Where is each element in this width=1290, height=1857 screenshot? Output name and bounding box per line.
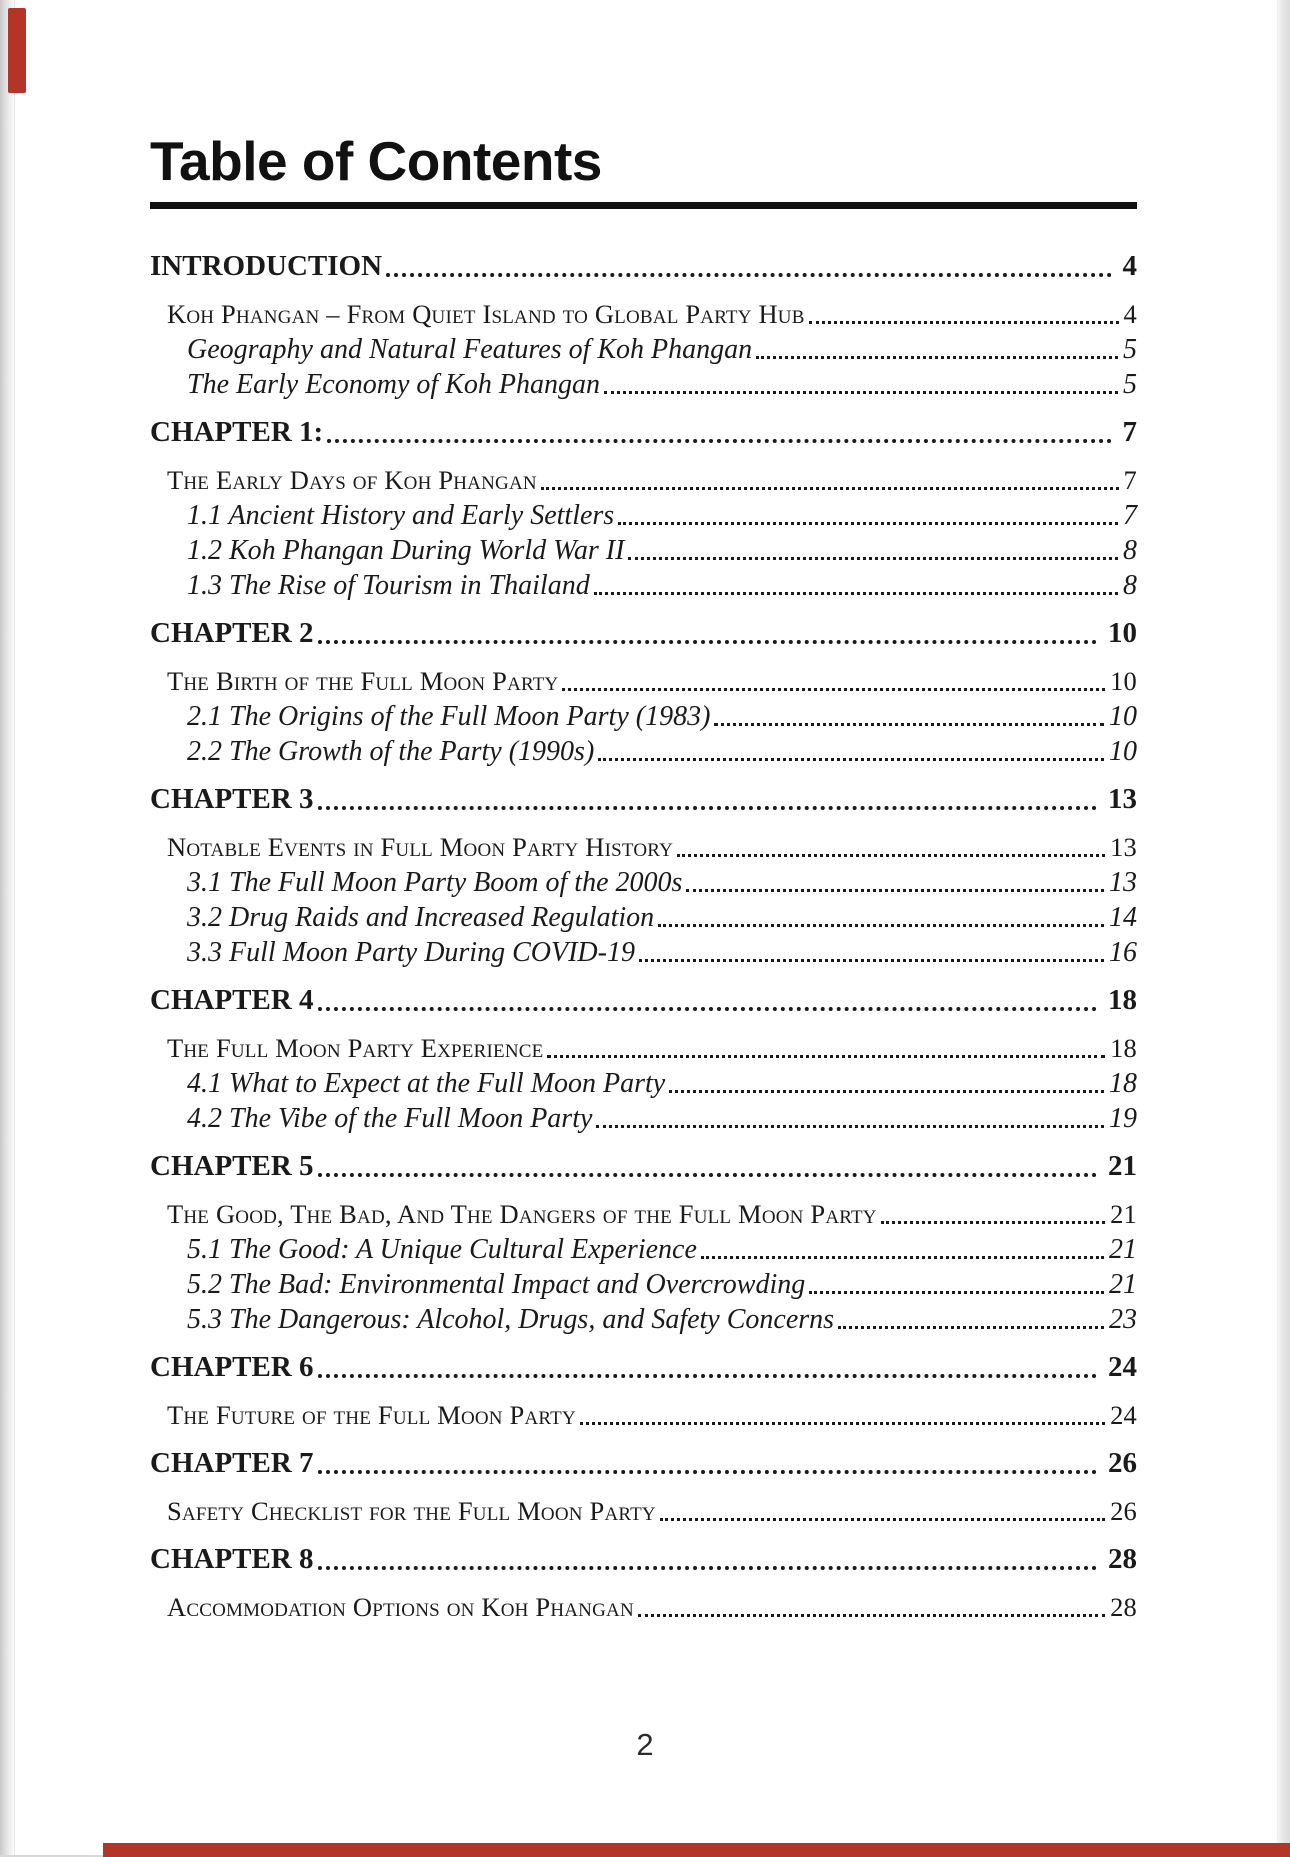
- toc-row[interactable]: [150, 1350, 1137, 1385]
- toc-entry-page: 7: [1123, 465, 1137, 495]
- dot-leader: [686, 889, 1104, 892]
- toc-entry-page: 28: [1110, 1592, 1137, 1622]
- dot-leader: [594, 592, 1118, 595]
- toc-row[interactable]: [150, 782, 1137, 817]
- toc-entry-page: 24: [1110, 1400, 1137, 1430]
- dot-leader: [639, 959, 1104, 962]
- toc-entry-label: Koh Phangan – From Quiet Island to Global Party Hub: [167, 299, 805, 329]
- dot-leader: [318, 806, 1097, 810]
- toc-entry-page: 18: [1108, 984, 1137, 1016]
- dot-leader: [598, 758, 1104, 761]
- toc-row[interactable]: [150, 1302, 1137, 1337]
- dot-leader: [701, 1256, 1104, 1259]
- toc-row[interactable]: [150, 1031, 1137, 1066]
- dot-leader: [638, 1614, 1105, 1617]
- toc-row[interactable]: [150, 865, 1137, 900]
- toc-entry-label: CHAPTER 8: [150, 1543, 314, 1575]
- toc-entry-label: 5.2 The Bad: Environmental Impact and Overcrowding: [187, 1269, 806, 1300]
- toc-entry-label: The Future of the Full Moon Party: [167, 1400, 576, 1430]
- dot-leader: [318, 1470, 1097, 1474]
- title-rule: [150, 202, 1137, 209]
- toc-entry-page: 10: [1108, 617, 1137, 649]
- toc-entry-label: CHAPTER 4: [150, 984, 314, 1016]
- dot-leader: [318, 1566, 1097, 1570]
- toc-row[interactable]: [150, 332, 1137, 367]
- toc-entry-label: CHAPTER 2: [150, 617, 314, 649]
- toc-entry-label: 2.2 The Growth of the Party (1990s): [187, 736, 595, 767]
- toc-row[interactable]: [150, 830, 1137, 865]
- dot-leader: [547, 1055, 1105, 1058]
- toc-entry-label: CHAPTER 6: [150, 1351, 314, 1383]
- toc-row[interactable]: [150, 1590, 1137, 1625]
- dot-leader: [809, 321, 1119, 324]
- dot-leader: [318, 1173, 1097, 1177]
- toc-row[interactable]: [150, 249, 1137, 284]
- dot-leader: [881, 1221, 1105, 1224]
- red-bottom-bar: [103, 1843, 1290, 1857]
- toc-entry-page: 18: [1110, 1033, 1137, 1063]
- toc-row[interactable]: [150, 415, 1137, 450]
- toc-entry-label: 3.3 Full Moon Party During COVID-19: [187, 937, 635, 968]
- toc-entry-label: The Full Moon Party Experience: [167, 1033, 544, 1063]
- toc-row[interactable]: [150, 1232, 1137, 1267]
- toc-entry-label: The Early Economy of Koh Phangan: [187, 369, 600, 400]
- toc-entry-label: The Birth of the Full Moon Party: [167, 666, 559, 696]
- toc-entry-label: 4.2 The Vibe of the Full Moon Party: [187, 1103, 593, 1134]
- toc-entry-label: 4.1 What to Expect at the Full Moon Party: [187, 1068, 666, 1099]
- toc-row[interactable]: [150, 1066, 1137, 1101]
- toc-row[interactable]: [150, 533, 1137, 568]
- toc-entry-page: 5: [1123, 334, 1137, 365]
- toc-entry-label: Safety Checklist for the Full Moon Party: [167, 1496, 656, 1526]
- toc-entry-label: CHAPTER 1:: [150, 416, 324, 448]
- toc-entry-page: 10: [1110, 666, 1137, 696]
- toc-row[interactable]: [150, 935, 1137, 970]
- toc-row[interactable]: [150, 1197, 1137, 1232]
- toc-entry-label: CHAPTER 7: [150, 1447, 314, 1479]
- dot-leader: [756, 356, 1118, 359]
- toc-entry-label: 1.1 Ancient History and Early Settlers: [187, 500, 615, 531]
- toc-entry-page: 14: [1109, 902, 1137, 933]
- toc-row[interactable]: [150, 616, 1137, 651]
- toc-entry-label: The Early Days of Koh Phangan: [167, 465, 537, 495]
- toc-row[interactable]: [150, 1494, 1137, 1529]
- toc-entry-page: 10: [1109, 736, 1137, 767]
- toc-row[interactable]: [150, 463, 1137, 498]
- dot-leader: [596, 1125, 1104, 1128]
- toc-entry-label: 5.1 The Good: A Unique Cultural Experience: [187, 1234, 697, 1265]
- toc-entry-page: 19: [1109, 1103, 1137, 1134]
- toc-entry-page: 16: [1109, 937, 1137, 968]
- toc-entry-label: Geography and Natural Features of Koh Phangan: [187, 334, 753, 365]
- toc-row[interactable]: [150, 367, 1137, 402]
- toc-row[interactable]: [150, 1101, 1137, 1136]
- page-title: Table of Contents: [150, 130, 602, 192]
- toc-row[interactable]: [150, 734, 1137, 769]
- toc-entry-page: 13: [1108, 783, 1137, 815]
- dot-leader: [327, 439, 1111, 443]
- toc-row[interactable]: [150, 297, 1137, 332]
- dot-leader: [838, 1326, 1104, 1329]
- toc-entry-page: 4: [1122, 250, 1137, 282]
- dot-leader: [628, 557, 1118, 560]
- toc-entry-page: 26: [1108, 1447, 1137, 1479]
- toc-entry-page: 21: [1110, 1199, 1137, 1229]
- toc-entry-label: 5.3 The Dangerous: Alcohol, Drugs, and Safety Concerns: [187, 1304, 835, 1335]
- document-header: [150, 130, 1137, 209]
- dot-leader: [386, 273, 1111, 277]
- toc-row[interactable]: [150, 699, 1137, 734]
- folio-page-number: 2: [636, 1727, 654, 1762]
- toc-row[interactable]: [150, 1149, 1137, 1184]
- toc-entry-page: 7: [1123, 500, 1137, 531]
- toc-entry-page: 18: [1109, 1068, 1137, 1099]
- toc-entry-page: 24: [1108, 1351, 1137, 1383]
- toc-row[interactable]: [150, 1446, 1137, 1481]
- toc-entry-label: INTRODUCTION: [150, 250, 383, 282]
- dot-leader: [714, 723, 1104, 726]
- toc-row[interactable]: [150, 498, 1137, 533]
- toc-entry-page: 26: [1110, 1496, 1137, 1526]
- toc-entry-page: 10: [1109, 701, 1137, 732]
- dot-leader: [580, 1422, 1105, 1425]
- dot-leader: [541, 487, 1119, 490]
- toc-row[interactable]: [150, 1398, 1137, 1433]
- toc-row[interactable]: [150, 568, 1137, 603]
- page-left-edge: [0, 0, 15, 1857]
- toc-entry-label: 1.3 The Rise of Tourism in Thailand: [187, 570, 590, 601]
- toc-entry-page: 21: [1109, 1269, 1137, 1300]
- dot-leader: [318, 1007, 1097, 1011]
- toc-entry-label: The Good, The Bad, And The Dangers of the Full Moon Party: [167, 1199, 877, 1229]
- toc-entry-page: 13: [1109, 867, 1137, 898]
- toc-row[interactable]: [150, 900, 1137, 935]
- toc-entry-page: 21: [1108, 1150, 1137, 1182]
- dot-leader: [618, 522, 1118, 525]
- toc-row[interactable]: [150, 1267, 1137, 1302]
- dot-leader: [318, 640, 1097, 644]
- dot-leader: [562, 688, 1105, 691]
- toc-entry-label: CHAPTER 5: [150, 1150, 314, 1182]
- toc-entry-page: 8: [1123, 570, 1137, 601]
- toc-row[interactable]: [150, 664, 1137, 699]
- toc-entry-label: 3.2 Drug Raids and Increased Regulation: [187, 902, 655, 933]
- red-corner-marker: [8, 8, 26, 93]
- dot-leader: [809, 1291, 1104, 1294]
- toc-entry-page: 8: [1123, 535, 1137, 566]
- dot-leader: [658, 924, 1104, 927]
- toc-entry-label: CHAPTER 3: [150, 783, 314, 815]
- dot-leader: [604, 391, 1118, 394]
- toc-entry-label: 2.1 The Origins of the Full Moon Party (1983): [187, 701, 711, 732]
- toc-row[interactable]: [150, 983, 1137, 1018]
- dot-leader: [660, 1518, 1105, 1521]
- toc-entry-label: Notable Events in Full Moon Party History: [167, 832, 674, 862]
- toc-entry-page: 5: [1123, 369, 1137, 400]
- toc-entry-page: 13: [1110, 832, 1137, 862]
- toc-entry-label: 3.1 The Full Moon Party Boom of the 2000s: [187, 867, 683, 898]
- dot-leader: [318, 1374, 1097, 1378]
- table-of-contents: [150, 236, 1137, 1625]
- toc-entry-page: 4: [1123, 299, 1137, 329]
- dot-leader: [677, 854, 1105, 857]
- toc-entry-page: 28: [1108, 1543, 1137, 1575]
- page-right-edge: [1277, 0, 1290, 1857]
- toc-entry-label: Accommodation Options on Koh Phangan: [167, 1592, 634, 1622]
- toc-entry-page: 23: [1109, 1304, 1137, 1335]
- toc-entry-page: 7: [1122, 416, 1137, 448]
- dot-leader: [669, 1090, 1104, 1093]
- toc-entry-label: 1.2 Koh Phangan During World War II: [187, 535, 625, 566]
- toc-row[interactable]: [150, 1542, 1137, 1577]
- toc-entry-page: 21: [1109, 1234, 1137, 1265]
